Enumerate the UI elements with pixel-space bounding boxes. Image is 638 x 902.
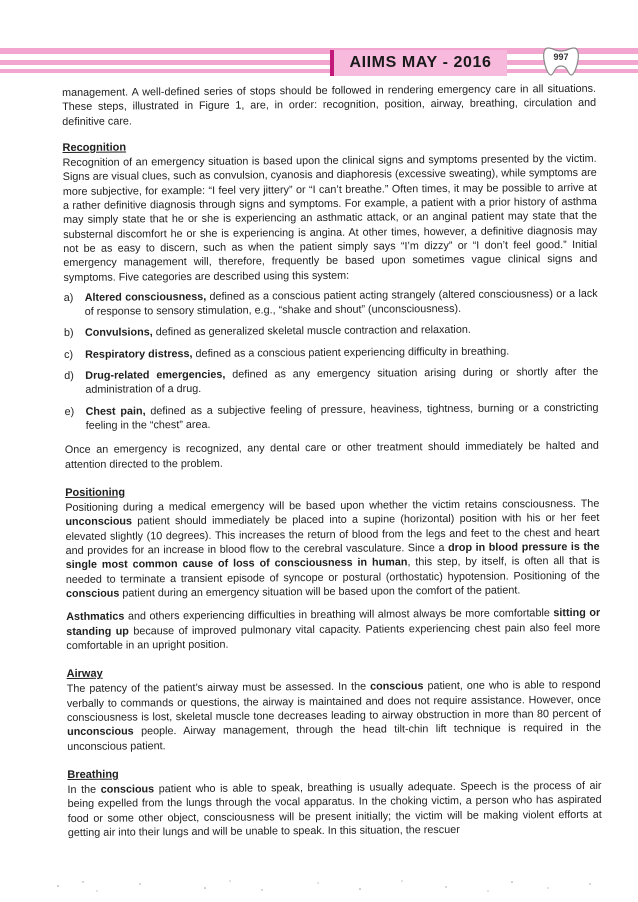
- list-marker: d): [64, 369, 74, 383]
- heading-positioning: Positioning: [65, 486, 126, 499]
- list-marker: e): [64, 405, 75, 418]
- breathing-paragraph: In the conscious patient who is able to speak, breathing is usually adequate. Speech is the process of air being expelled from the lungs through the vocal apparatus. In the choking victim, a person who has aspirated food or some other object, consciousness will be present initially; the victim will be making violent efforts at getting air into their lungs and will be unable to speak. In this situation, the rescuer: [67, 779, 602, 840]
- list-text: defined as a conscious patient experiencing difficulty in breathing.: [192, 345, 510, 360]
- list-marker: b): [63, 327, 74, 340]
- intro-paragraph: management. A well-defined series of stops should be followed in rendering emergency care in all situations. These steps, illustrated in Figure 1, are, in order: recognition, position, airway, breathing, circulation and definitive care.: [62, 82, 597, 128]
- list-text: defined as any emergency situation arising during or shortly after the administration of a drug.: [85, 365, 599, 397]
- positioning-paragraph-2: Asthmatics and others experiencing difficulties in breathing will almost always be more comfortable sitting or standing up because of improved pulmonary vital capacity. Patients experiencing chest pain also feel more comfortable in an upright position.: [66, 606, 601, 652]
- scan-speckles: [0, 872, 638, 902]
- recognition-closing-paragraph: Once an emergency is recognized, any dental care or other treatment should immediately be halted and attention directed to the problem.: [64, 440, 599, 471]
- list-item: [64, 365, 598, 398]
- list-term: Convulsions,: [84, 326, 153, 340]
- list-term: Chest pain,: [85, 404, 146, 418]
- heading-recognition: Recognition: [62, 141, 127, 154]
- category-list: [64, 287, 599, 434]
- heading-airway: Airway: [66, 667, 103, 681]
- list-item: [65, 400, 599, 433]
- recognition-paragraph: Recognition of an emergency situation is based upon the clinical signs and symptoms presented by the victim. Signs are visual clues, such as convulsion, cyanosis and diaphoresis (excessive sweating), while symptoms are more subjective, for example: “I feel very jittery” or “I can’t breathe.” Often times, it may be possible to arrive at a rather definitive diagnosis through signs and symptoms. For example, a patient with a prior history of asthma may simply state that he or she is experiencing an asthmatic attack, or an anginal patient may state that the substernal discomfort he or she is experiencing is angina. At other times, however, a definitive diagnosis may not be as easy to discern, such as when the patient simply says “I’m dizzy” or “I don’t feel good.” Initial emergency management will, therefore, frequently be based upon sometimes vague clinical signs and symptoms. Five categories are described using this system:: [62, 152, 598, 284]
- page-number-badge: [541, 42, 581, 78]
- airway-paragraph: The patency of the patient’s airway must be assessed. In the conscious patient, one who is able to respond verbally to commands or questions, the airway is maintained and does not require assistance. However, once consciousness is lost, skeletal muscle tone decreases leading to airway obstruction in more than 80 percent of unconscious people. Airway management, through the head tilt-chin lift technique is required in the unconscious patient.: [66, 679, 602, 753]
- list-item: [64, 344, 598, 362]
- list-item: [64, 287, 598, 320]
- list-term: Drug-related emergencies,: [85, 368, 226, 382]
- list-marker: a): [63, 291, 74, 304]
- exam-title: AIIMS MAY - 2016: [349, 54, 492, 71]
- page-number: 997: [553, 52, 569, 62]
- heading-breathing: Breathing: [67, 768, 119, 781]
- list-item: [64, 322, 598, 340]
- list-text: defined as a subjective feeling of pressure, heaviness, tightness, burning or a constricting feeling in the “chest” area.: [85, 401, 599, 432]
- page-content: [62, 82, 602, 850]
- list-marker: c): [64, 348, 74, 361]
- list-term: Altered consciousness,: [84, 290, 207, 304]
- list-text: defined as a conscious patient acting strangely (altered consciousness) or a lack of response to sensory stimulation, e.g., “shake and shout” (unconsciousness).: [84, 287, 598, 318]
- exam-title-box: [330, 50, 507, 76]
- list-term: Respiratory distress,: [85, 347, 193, 361]
- list-text: defined as generalized skeletal muscle contraction and relaxation.: [152, 324, 471, 339]
- positioning-paragraph-1: Positioning during a medical emergency will be based upon whether the victim retains consciousness. The unconscious patient should immediately be placed into a supine (horizontal) position with his or her feet elevated slightly (10 degrees). This increases the return of blood from the legs and feet to the chest and heart and provides for an increase in blood flow to the cerebral vasculature. Since a drop in blood pressure is the single most common cause of loss of consciousness in human, this step, by itself, is often all that is needed to terminate a transient episode of syncope or postural (orthostatic) hypotension. Positioning of the conscious patient during an emergency situation will be based upon the comfort of the patient.: [65, 497, 600, 600]
